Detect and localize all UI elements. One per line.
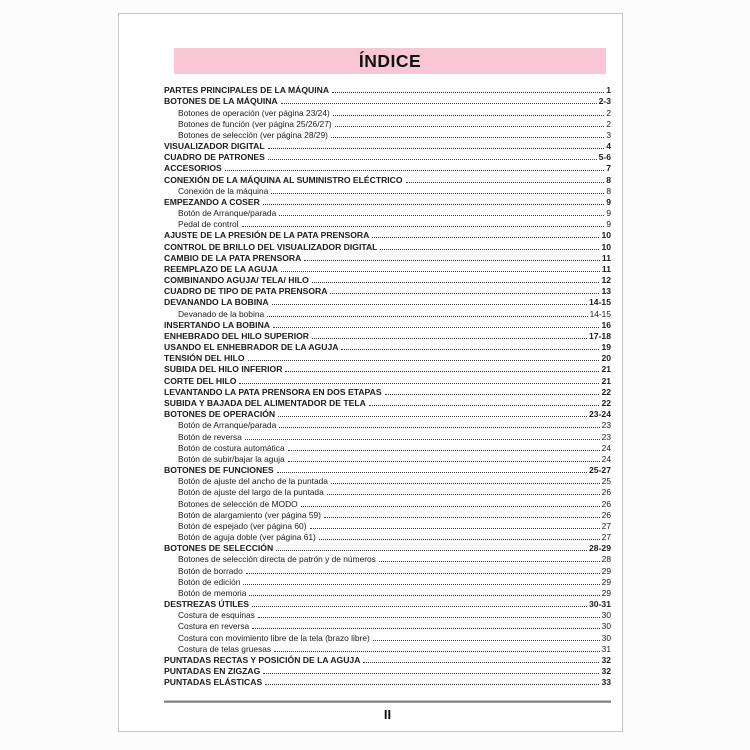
toc-entry [164,430,611,441]
toc-entry [164,609,611,620]
toc-entry [164,665,611,676]
toc-entry-label: Botones de operación (ver página 23/24) [178,107,330,118]
toc-entry-label: Botón de Arranque/parada [178,208,277,219]
toc-entry-label: CONEXIÓN DE LA MÁQUINA AL SUMINISTRO ELÉCTRICO [164,174,403,185]
toc-entry-label: TENSIÓN DEL HILO [164,353,245,364]
toc-entry-page: 9 [606,196,611,207]
toc-entry [164,307,611,318]
dot-leader [279,427,599,428]
toc-entry-page: 16 [601,319,611,330]
toc-entry [164,654,611,665]
toc-entry-label: AJUSTE DE LA PRESIÓN DE LA PATA PRENSORA [164,230,370,241]
dot-leader [239,383,599,384]
toc-entry [164,84,611,95]
toc-list [164,84,611,687]
dot-leader [263,673,599,674]
dot-leader [324,517,600,518]
toc-entry [164,497,611,508]
toc-entry [164,129,611,140]
toc-entry-page: 4 [606,141,611,152]
toc-entry [164,106,611,117]
toc-entry-label: ENHEBRADO DEL HILO SUPERIOR [164,330,309,341]
toc-entry [164,341,611,352]
toc-entry-page: 13 [601,286,611,297]
toc-entry-page: 14-15 [589,297,611,308]
dot-leader [281,103,597,104]
toc-entry [164,330,611,341]
dot-leader [327,494,600,495]
toc-entry-label: DESTREZAS ÚTILES [164,599,249,610]
toc-entry [164,464,611,475]
toc-entry [164,531,611,542]
toc-entry-label: BOTONES DE OPERACIÓN [164,409,276,420]
toc-entry-page: 33 [601,677,611,688]
toc-entry [164,587,611,598]
dot-leader [341,349,599,350]
toc-entry-label: Botón de edición [178,576,241,587]
toc-entry-page: 23 [601,431,611,442]
toc-entry [164,576,611,587]
toc-entry-label: ACCESORIOS [164,163,222,174]
toc-entry-label: Devanado de la bobina [178,308,265,319]
toc-entry-page: 28-29 [589,543,611,554]
toc-entry-label: Botón de borrado [178,565,243,576]
dot-leader [331,483,600,484]
dot-leader [333,115,605,116]
toc-entry [164,397,611,408]
toc-entry-page: 26 [601,487,611,498]
toc-entry-label: INSERTANDO LA BOBINA [164,319,270,330]
dot-leader [258,617,600,618]
toc-entry [164,296,611,307]
toc-entry-label: PARTES PRINCIPALES DE LA MÁQUINA [164,85,330,96]
dot-leader [373,640,600,641]
footer-rule [164,700,611,703]
toc-entry-page: 1 [606,85,611,96]
dot-leader [225,170,604,171]
toc-entry-label: BOTONES DE FUNCIONES [164,465,274,476]
dot-leader [372,237,599,238]
toc-entry [164,185,611,196]
toc-entry [164,475,611,486]
toc-entry-page: 30-31 [589,599,611,610]
toc-entry [164,162,611,173]
dot-leader [268,159,597,160]
toc-entry [164,442,611,453]
dot-leader [242,226,605,227]
toc-entry-label: DEVANANDO LA BOBINA [164,297,269,308]
toc-entry-page: 10 [601,241,611,252]
toc-entry-page: 25 [601,476,611,487]
toc-entry-label: Costura de telas gruesas [178,643,272,654]
dot-leader [248,360,600,361]
toc-entry [164,218,611,229]
toc-entry-label: Botón de Arranque/parada [178,420,277,431]
dot-leader [335,126,605,127]
dot-leader [272,304,587,305]
dot-leader [330,293,599,294]
toc-entry-page: 27 [601,520,611,531]
toc-entry-label: Botones de función (ver página 25/26/27) [178,118,332,129]
toc-entry-label: Botones de selección directa de patrón y de números [178,554,376,565]
toc-entry-page: 25-27 [589,465,611,476]
toc-entry-label: PUNTADAS ELÁSTICAS [164,677,263,688]
toc-entry [164,118,611,129]
dot-leader [332,92,604,93]
toc-entry-label: SUBIDA DEL HILO INFERIOR [164,364,283,375]
toc-entry [164,509,611,520]
toc-entry-page: 28 [601,554,611,565]
toc-entry [164,352,611,363]
toc-entry-page: 20 [601,353,611,364]
toc-entry [164,229,611,240]
toc-entry-page: 29 [601,587,611,598]
dot-leader [274,651,600,652]
toc-entry-label: Botones de selección (ver página 28/29) [178,129,328,140]
toc-entry [164,140,611,151]
toc-entry [164,408,611,419]
toc-entry-page: 21 [601,375,611,386]
toc-entry-page: 23 [601,420,611,431]
toc-entry [164,631,611,642]
toc-entry-page: 19 [601,342,611,353]
dot-leader [252,606,587,607]
dot-leader [271,193,604,194]
toc-entry-page: 14-15 [589,308,611,319]
toc-entry-label: USANDO EL ENHEBRADOR DE LA AGUJA [164,342,339,353]
toc-entry [164,374,611,385]
toc-entry-page: 7 [606,163,611,174]
toc-entry [164,419,611,430]
page-title: ÍNDICE [358,51,422,71]
toc-entry-page: 10 [601,230,611,241]
dot-leader [265,684,599,685]
toc-entry [164,598,611,609]
toc-entry-page: 2-3 [598,96,611,107]
toc-entry [164,620,611,631]
toc-entry [164,643,611,654]
toc-entry [164,207,611,218]
page-content [119,14,622,722]
toc-entry [164,151,611,162]
toc-entry-label: Botón de ajuste del largo de la puntada [178,487,324,498]
toc-entry [164,553,611,564]
dot-leader [385,394,600,395]
dot-leader [288,450,600,451]
toc-entry-page: 2 [606,107,611,118]
dot-leader [278,416,587,417]
toc-entry-label: BOTONES DE LA MÁQUINA [164,96,278,107]
toc-entry-page: 17-18 [589,330,611,341]
dot-leader [331,137,604,138]
dot-leader [276,550,587,551]
page-number: II [383,707,392,723]
toc-entry-label: PUNTADAS RECTAS Y POSICIÓN DE LA AGUJA [164,654,361,665]
toc-entry-page: 31 [601,643,611,654]
dot-leader [252,628,599,629]
dot-leader [312,338,587,339]
toc-entry-label: CAMBIO DE LA PATA PRENSORA [164,252,302,263]
toc-entry-label: Costura con movimiento libre de la tela (brazo libre) [178,632,370,643]
toc-entry-page: 26 [601,509,611,520]
dot-leader [319,539,600,540]
toc-entry [164,240,611,251]
toc-entry-page: 24 [601,442,611,453]
dot-leader [273,327,599,328]
toc-entry-label: CORTE DEL HILO [164,375,237,386]
toc-entry-label: Botón de subir/bajar la aguja [178,453,285,464]
toc-entry [164,196,611,207]
toc-entry-label: BOTONES DE SELECCIÓN [164,543,274,554]
toc-entry-label: CUADRO DE PATRONES [164,152,265,163]
dot-leader [267,316,587,317]
toc-entry-label: VISUALIZADOR DIGITAL [164,141,265,152]
toc-entry-page: 11 [601,252,611,263]
toc-entry-label: Botón de reversa [178,431,242,442]
toc-entry-page: 23-24 [589,409,611,420]
toc-entry-page: 29 [601,576,611,587]
toc-entry-page: 30 [601,621,611,632]
toc-entry-page: 32 [601,666,611,677]
toc-entry-label: Botón de espejado (ver página 60) [178,520,307,531]
toc-entry-label: EMPEZANDO A COSER [164,196,260,207]
toc-entry [164,263,611,274]
toc-entry-page: 30 [601,610,611,621]
toc-entry [164,520,611,531]
toc-entry [164,95,611,106]
toc-entry-label: COMBINANDO AGUJA/ TELA/ HILO [164,275,309,286]
toc-entry-page: 29 [601,565,611,576]
toc-entry [164,676,611,687]
dot-leader [380,249,599,250]
toc-entry-page: 11 [601,263,611,274]
toc-entry-label: Costura de esquinas [178,610,255,621]
dot-leader [304,260,600,261]
dot-leader [281,271,600,272]
toc-entry-label: Botón de aguja doble (ver página 61) [178,532,316,543]
toc-entry-page: 3 [606,129,611,140]
toc-entry [164,173,611,184]
toc-entry [164,453,611,464]
toc-entry-page: 30 [601,632,611,643]
toc-entry-page: 24 [601,453,611,464]
toc-entry-label: SUBIDA Y BAJADA DEL ALIMENTADOR DE TELA [164,397,366,408]
toc-entry-label: LEVANTANDO LA PATA PRENSORA EN DOS ETAPAS [164,386,382,397]
toc-entry-page: 21 [601,364,611,375]
toc-entry [164,564,611,575]
dot-leader [243,584,599,585]
toc-entry-page: 26 [601,498,611,509]
toc-entry [164,319,611,330]
toc-entry-label: CUADRO DE TIPO DE PATA PRENSORA [164,286,328,297]
dot-leader [277,472,587,473]
toc-entry-page: 8 [606,185,611,196]
toc-entry [164,285,611,296]
toc-entry-page: 32 [601,654,611,665]
toc-entry-page: 9 [606,219,611,230]
toc-entry-label: CONTROL DE BRILLO DEL VISUALIZADOR DIGITAL [164,241,378,252]
toc-entry-page: 2 [606,118,611,129]
toc-entry-page: 27 [601,532,611,543]
dot-leader [263,204,604,205]
dot-leader [285,371,599,372]
toc-entry-page: 22 [601,386,611,397]
dot-leader [245,439,600,440]
dot-leader [279,215,604,216]
toc-entry-label: Botón de ajuste del ancho de la puntada [178,476,328,487]
toc-entry-page: 8 [606,174,611,185]
toc-entry-page: 12 [601,275,611,286]
toc-entry-label: Botón de memoria [178,587,247,598]
toc-entry-label: PUNTADAS EN ZIGZAG [164,666,261,677]
toc-entry-label: Pedal de control [178,219,239,230]
dot-leader [363,662,599,663]
toc-entry [164,486,611,497]
toc-entry-label: REEMPLAZO DE LA AGUJA [164,263,278,274]
toc-entry [164,542,611,553]
dot-leader [369,405,600,406]
dot-leader [249,595,599,596]
toc-entry-label: Conexión de la máquina [178,185,269,196]
dot-leader [379,561,600,562]
dot-leader [301,506,600,507]
dot-leader [268,148,605,149]
dot-leader [406,182,605,183]
index-banner [174,48,606,74]
toc-entry [164,386,611,397]
toc-entry [164,274,611,285]
toc-entry-page: 5-6 [598,152,611,163]
toc-entry [164,363,611,374]
manual-page [118,13,623,732]
dot-leader [310,528,600,529]
dot-leader [288,461,600,462]
dot-leader [312,282,600,283]
toc-entry-label: Botón de alargamiento (ver página 59) [178,509,321,520]
toc-entry-label: Botones de selección de MODO [178,498,298,509]
toc-entry-page: 22 [601,397,611,408]
toc-entry-label: Costura en reversa [178,621,250,632]
toc-entry [164,252,611,263]
dot-leader [246,573,600,574]
toc-entry-page: 9 [606,208,611,219]
toc-entry-label: Botón de costura automática [178,442,285,453]
